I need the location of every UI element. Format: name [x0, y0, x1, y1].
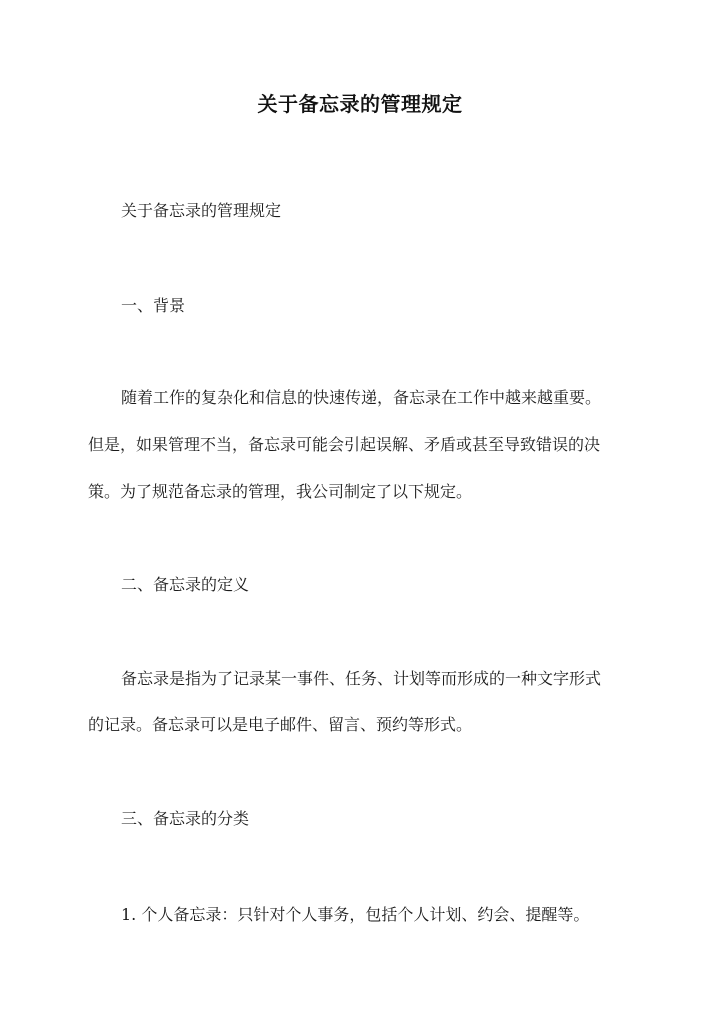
paragraph-line: 备忘录是指为了记录某一事件、任务、计划等而形成的一种文字形式 — [121, 669, 602, 688]
list-item: 1. 个人备忘录：只针对个人事务，包括个人计划、约会、提醒等。 — [121, 905, 590, 924]
paragraph-line: 但是，如果管理不当，备忘录可能会引起误解、矛盾或甚至导致错误的决 — [88, 435, 601, 454]
section-heading-classification: 三、备忘录的分类 — [121, 809, 250, 828]
section-heading-background: 一、背景 — [121, 296, 186, 315]
document-subtitle: 关于备忘录的管理规定 — [121, 201, 282, 220]
section-heading-definition: 二、备忘录的定义 — [121, 575, 250, 594]
paragraph-line: 策。为了规范备忘录的管理，我公司制定了以下规定。 — [88, 482, 473, 501]
paragraph-line: 随着工作的复杂化和信息的快速传递，备忘录在工作中越来越重要。 — [121, 388, 602, 407]
document-title: 关于备忘录的管理规定 — [257, 92, 463, 116]
paragraph-line: 的记录。备忘录可以是电子邮件、留言、预约等形式。 — [88, 715, 473, 734]
